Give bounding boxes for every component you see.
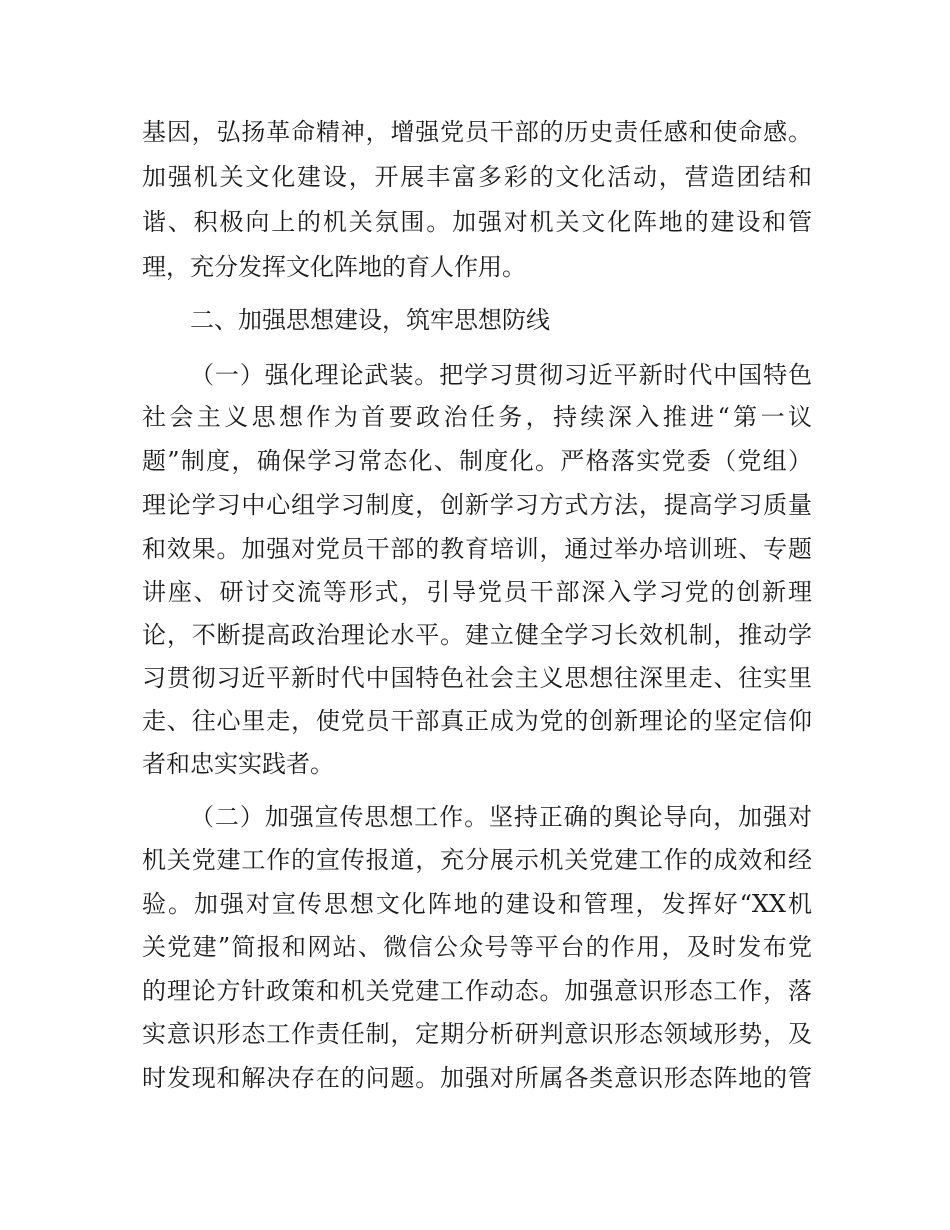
body-text-line: 和效果。加强对党员干部的教育培训，通过举办培训班、专题 [142,535,812,563]
body-text-line: 社会主义思想作为首要政治任务，持续深入推进“第一议 [142,403,812,431]
body-text-line: （一）强化理论武装。把学习贯彻习近平新时代中国特色 [190,361,812,389]
body-text-line: 加强机关文化建设，开展丰富多彩的文化活动，营造团结和 [142,163,812,191]
body-text-line: 验。加强对宣传思想文化阵地的建设和管理，发挥好“XX机 [142,890,812,918]
body-text-line: 者和忠实实践者。 [142,750,334,778]
body-text-line: 走、往心里走，使党员干部真正成为党的创新理论的坚定信仰 [142,707,812,735]
body-text-line: 基因，弘扬革命精神，增强党员干部的历史责任感和使命感。 [142,118,812,146]
body-text-line: 理论学习中心组学习制度，创新学习方式方法，提高学习质量 [142,491,812,519]
body-text-line: 题”制度，确保学习常态化、制度化。严格落实党委（党组） [142,447,812,475]
body-text-line: （二）加强宣传思想工作。坚持正确的舆论导向，加强对 [190,803,812,831]
body-text-line: 习贯彻习近平新时代中国特色社会主义思想往深里走、往实里 [142,664,812,692]
body-text-line: 讲座、研讨交流等形式，引导党员干部深入学习党的创新理 [142,578,812,606]
body-text-line: 实意识形态工作责任制，定期分析研判意识形态领域形势，及 [142,1020,812,1048]
body-text-line: 的理论方针政策和机关党建工作动态。加强意识形态工作，落 [142,977,812,1005]
body-text-line: 论，不断提高政治理论水平。建立健全学习长效机制，推动学 [142,621,812,649]
body-text-line: 理，充分发挥文化阵地的育人作用。 [142,253,526,281]
body-text-line: 机关党建工作的宣传报道，充分展示机关党建工作的成效和经 [142,846,812,874]
section-heading: 二、加强思想建设，筑牢思想防线 [190,306,550,334]
body-text-line: 谐、积极向上的机关氛围。加强对机关文化阵地的建设和管 [142,208,812,236]
body-text-line: 关党建”简报和网站、微信公众号等平台的作用，及时发布党 [142,933,812,961]
body-text-line: 时发现和解决存在的问题。加强对所属各类意识形态阵地的管 [142,1064,812,1092]
